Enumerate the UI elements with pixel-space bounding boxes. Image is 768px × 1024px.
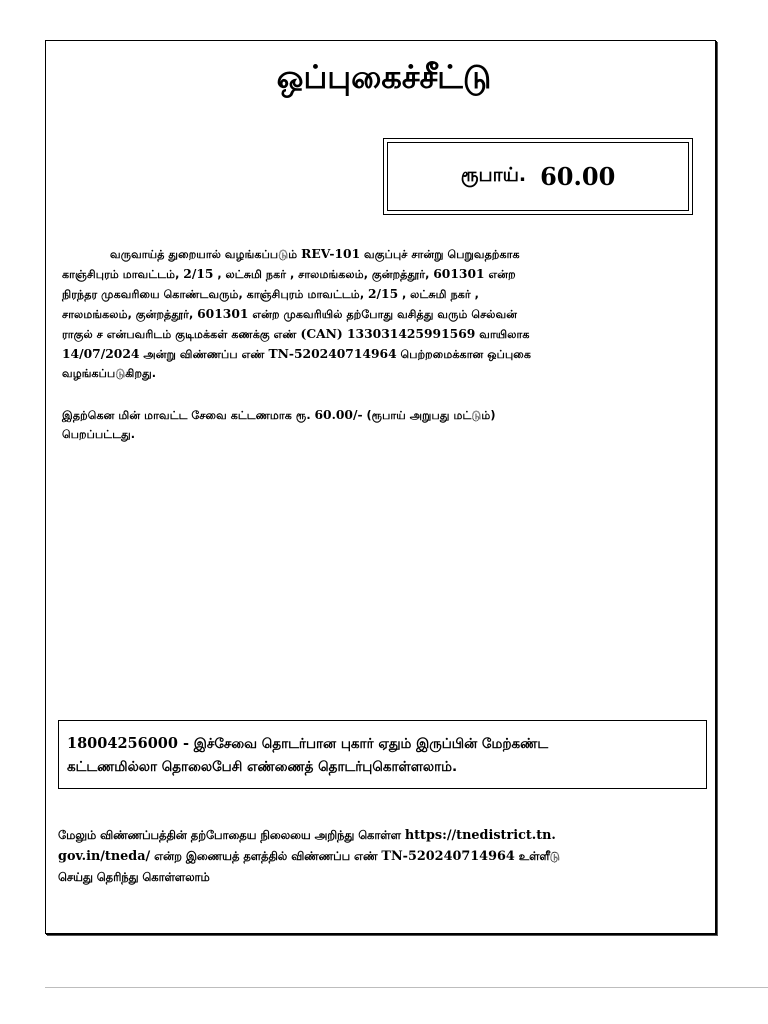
footer-line: செய்து தெரிந்து கொள்ளலாம் (58, 870, 210, 884)
paragraph-line: பெறப்பட்டது. (62, 428, 136, 441)
paragraph-line: வருவாய்த் துறையால் வழங்கப்படும் REV-101 வகுப்புச் சான்று பெறுவதற்காக (110, 246, 520, 261)
amount-box-inner (387, 142, 689, 211)
pincode: 601301 (433, 266, 485, 281)
paragraph-line: காஞ்சிபுரம் மாவட்டம், 2/15 , லட்சுமி நகர் , சாலமங்கலம், குன்றத்தூர், 601301 என்ற (62, 266, 516, 281)
application-date: 14/07/2024 (62, 346, 140, 361)
paragraph-line: வழங்கப்படுகிறது. (62, 367, 157, 380)
certificate-code: REV-101 (301, 246, 361, 261)
paragraph-line: ராகுல் ச என்பவரிடம் குடிமக்கள் கணக்கு எண் (CAN) 133031425991569 வாயிலாக (62, 326, 530, 341)
paragraph-line: 14/07/2024 அன்று விண்ணப்ப எண் TN-520240714964 பெற்றமைக்கான ஒப்புகை (62, 346, 532, 361)
footer-line: மேலும் விண்ணப்பத்தின் தற்போதைய நிலையை அறிந்து கொள்ள https://tnedistrict.tn. (58, 828, 556, 843)
amount-value: 60.00 (540, 162, 616, 191)
amount-box (383, 138, 693, 215)
helpline-notice-box (58, 720, 707, 789)
fee-amount: 60.00/- (314, 407, 363, 422)
notice-line: கட்டணமில்லா தொலைபேசி எண்ணைத் தொடர்புகொள்ளலாம். (67, 759, 458, 775)
website-url-cont: gov.in/tneda/ (58, 849, 151, 864)
footer-line: gov.in/tneda/ என்ற இணையத் தளத்தில் விண்ணப்ப எண் TN-520240714964 உள்ளீடு (58, 849, 560, 864)
fee-paragraph (62, 405, 702, 444)
receipt-title: ஒப்புகைச்சீட்டு (276, 58, 492, 96)
application-number: TN-520240714964 (268, 346, 397, 361)
paragraph-line: நிரந்தர முகவரியை கொண்டவரும், காஞ்சிபுரம் மாவட்டம், 2/15 , லட்சுமி நகர் , (62, 286, 479, 301)
website-url: https://tnedistrict.tn. (404, 828, 556, 843)
citizen-account-number: (CAN) 133031425991569 (300, 326, 476, 341)
amount-currency: ரூபாய். (460, 164, 527, 186)
paragraph-line: இதற்கென மின் மாவட்ட சேவை கட்டணமாக ரூ. 60.00/- (ரூபாய் அறுபது மட்டும்) (62, 407, 496, 422)
acknowledgement-paragraph (62, 244, 702, 383)
status-info-paragraph (58, 825, 708, 888)
paragraph-line: சாலமங்கலம், குன்றத்தூர், 601301 என்ற முகவரியில் தற்போது வசித்து வரும் செல்வன் (62, 306, 518, 321)
page-bottom-divider (45, 987, 768, 988)
application-number: TN-520240714964 (381, 849, 515, 864)
pincode: 601301 (197, 306, 249, 321)
helpline-number: 18004256000 - (67, 735, 190, 752)
notice-line: 18004256000 - இச்சேவை தொடர்பான புகார் ஏதும் இருப்பின் மேற்கண்ட (67, 735, 549, 752)
